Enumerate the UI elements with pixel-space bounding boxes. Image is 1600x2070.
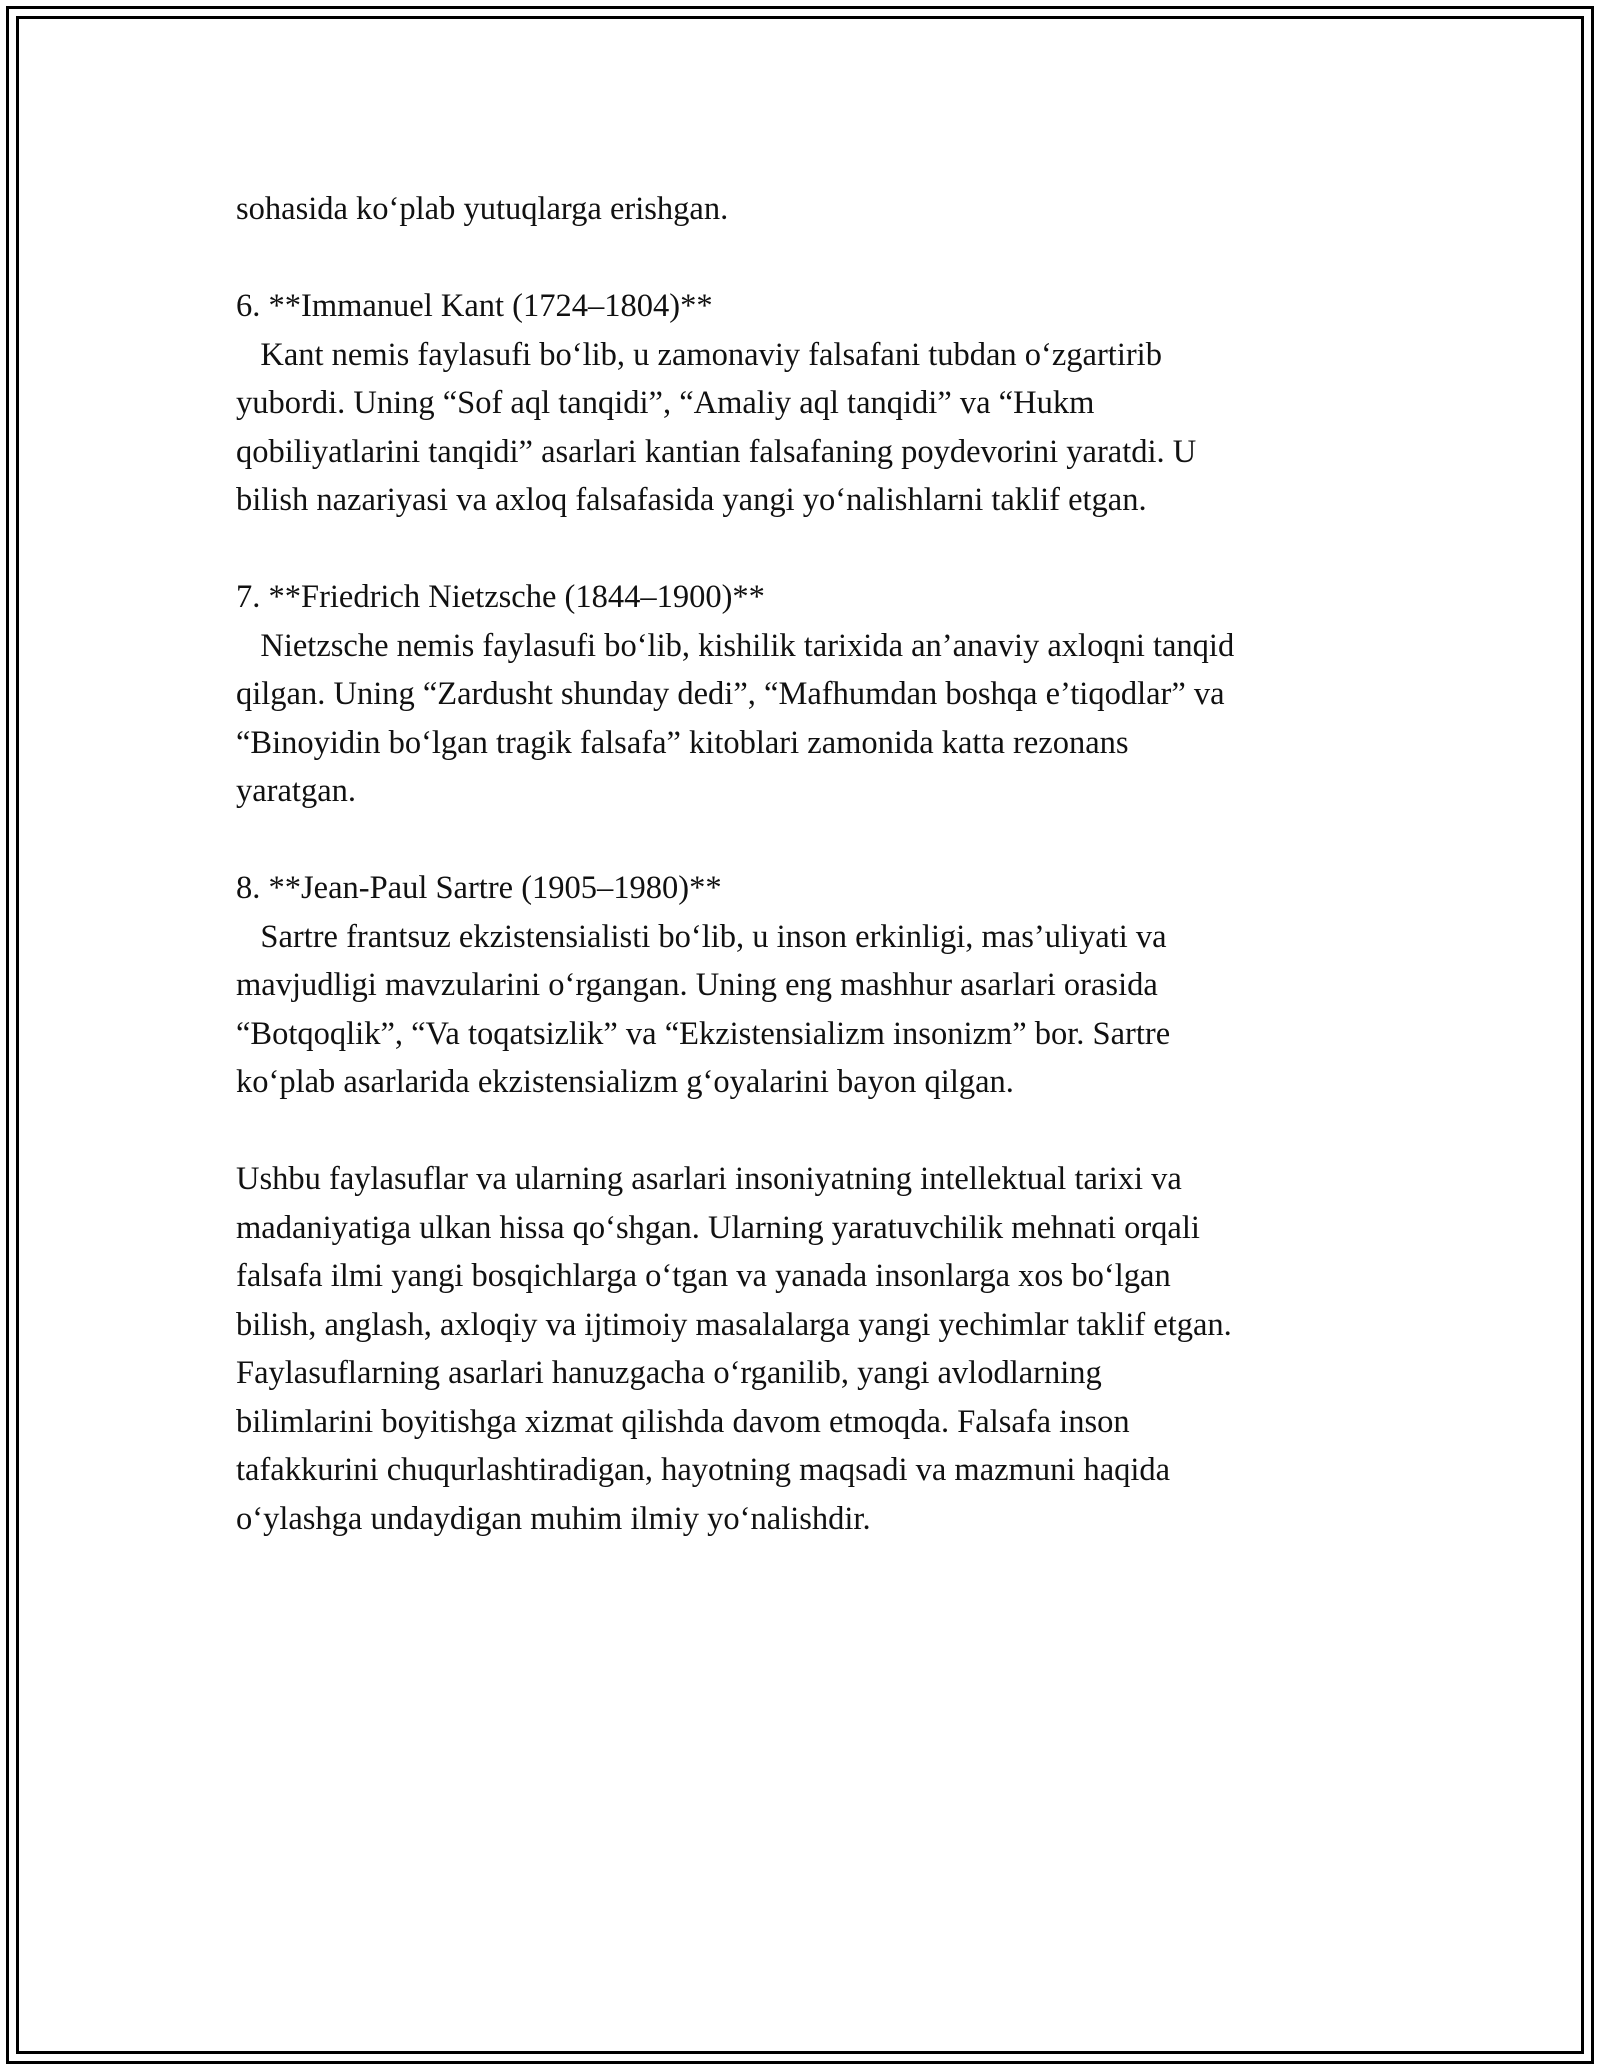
blank-line — [236, 1107, 1376, 1156]
conclusion-line: falsafa ilmi yangi bosqichlarga o‘tgan va yanada insonlarga xos bo‘lgan — [236, 1258, 1171, 1294]
nietzsche-text-line: qilgan. Uning “Zardusht shunday dedi”, “Mafhumdan boshqa e’tiqodlar” va — [236, 676, 1225, 712]
conclusion-line: bilish, anglash, axloqiy va ijtimoiy masalalarga yangi yechimlar taklif etgan. — [236, 1306, 1232, 1343]
kant-text-line: yubordi. Uning “Sof aql tanqidi”, “Amaliy aql tanqidi” va “Hukm — [236, 385, 1095, 421]
sartre-text-line: ko‘plab asarlarida ekzistensializm g‘oyalarini bayon qilgan. — [236, 1064, 1014, 1100]
kant-text-line: Kant nemis faylasufi bo‘lib, u zamonaviy falsafani tubdan o‘zgartirib — [236, 336, 1162, 373]
blank-line — [236, 525, 1376, 574]
conclusion-line: madaniyatiga ulkan hissa qo‘shgan. Ularning yaratuvchilik mehnati orqali — [236, 1209, 1200, 1246]
nietzsche-text-line: Nietzsche nemis faylasufi bo‘lib, kishilik tarixida an’anaviy axloqni tanqid — [236, 627, 1235, 664]
nietzsche-text-line: yaratgan. — [236, 773, 357, 809]
conclusion-line: Ushbu faylasuflar va ularning asarlari insoniyatning intellektual tarixi va — [236, 1161, 1182, 1197]
section-heading-kant: 6. **Immanuel Kant (1724–1804)** — [236, 288, 713, 324]
blank-line — [236, 816, 1376, 865]
section-heading-nietzsche: 7. **Friedrich Nietzsche (1844–1900)** — [236, 579, 765, 615]
sartre-text-line: “Botqoqlik”, “Va toqatsizlik” va “Ekzistensializm insonizm” bor. Sartre — [236, 1015, 1171, 1052]
section-heading-sartre: 8. **Jean-Paul Sartre (1905–1980)** — [236, 870, 722, 906]
blank-line — [236, 234, 1376, 283]
document-body — [236, 185, 1376, 1543]
conclusion-line: Faylasuflarning asarlari hanuzgacha o‘rganilib, yangi avlodlarning — [236, 1355, 1102, 1391]
kant-text-line: bilish nazariyasi va axloq falsafasida yangi yo‘nalishlarni taklif etgan. — [236, 482, 1147, 518]
conclusion-line: bilimlarini boyitishga xizmat qilishda davom etmoqda. Falsafa inson — [236, 1403, 1130, 1440]
intro-tail-line: sohasida ko‘plab yutuqlarga erishgan. — [236, 191, 729, 227]
nietzsche-text-line: “Binoyidin bo‘lgan tragik falsafa” kitoblari zamonida katta rezonans — [236, 724, 1129, 761]
sartre-text-line: Sartre frantsuz ekzistensialisti bo‘lib, u inson erkinligi, mas’uliyati va — [236, 918, 1167, 955]
conclusion-line: tafakkurini chuqurlashtiradigan, hayotning maqsadi va mazmuni haqida — [236, 1452, 1171, 1488]
kant-text-line: qobiliyatlarini tanqidi” asarlari kantian falsafaning poydevorini yaratdi. U — [236, 433, 1197, 470]
conclusion-line: o‘ylashga undaydigan muhim ilmiy yo‘nalishdir. — [236, 1500, 871, 1537]
sartre-text-line: mavjudligi mavzularini o‘rgangan. Uning eng mashhur asarlari orasida — [236, 967, 1158, 1003]
